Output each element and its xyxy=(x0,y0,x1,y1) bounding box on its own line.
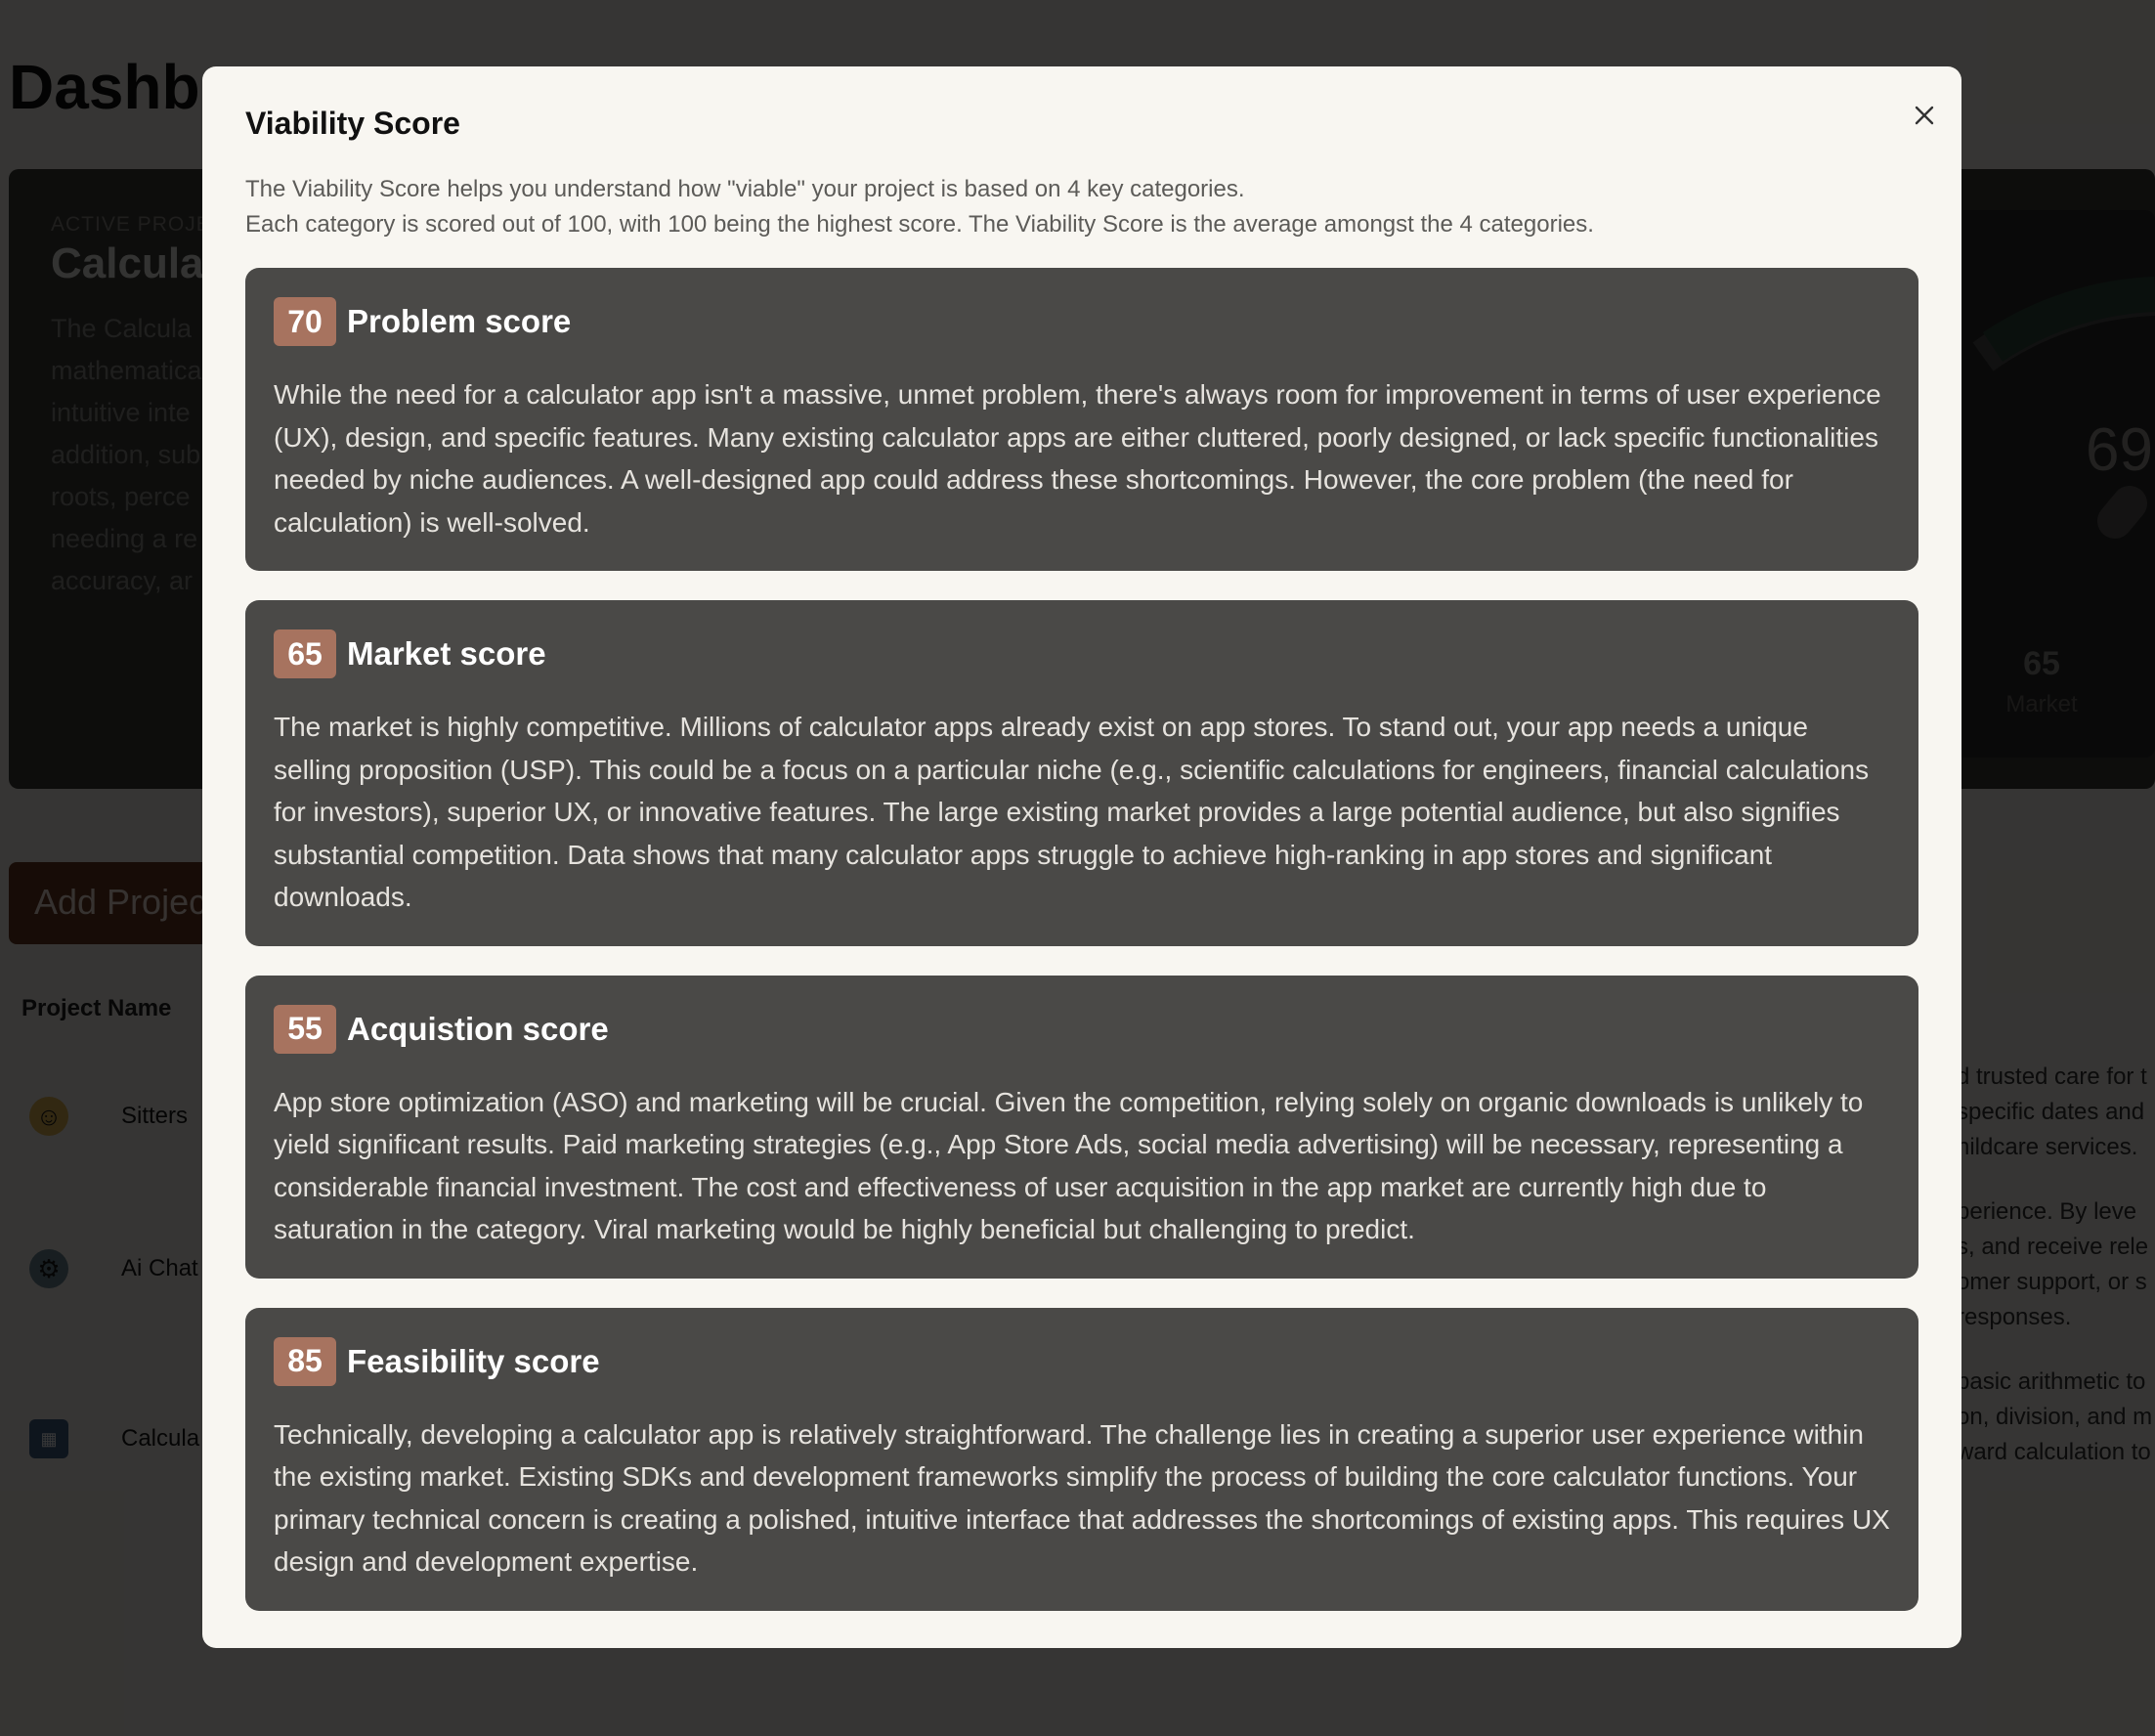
score-badge: 70 xyxy=(274,297,336,346)
problem-score-card xyxy=(245,268,1918,571)
card-title: Problem score xyxy=(347,303,572,339)
card-header xyxy=(274,1005,1891,1054)
score-card-list xyxy=(245,268,1918,1640)
score-badge: 55 xyxy=(274,1005,336,1054)
card-title: Feasibility score xyxy=(347,1342,600,1379)
card-header xyxy=(274,629,1891,678)
card-header xyxy=(274,297,1891,346)
modal-title: Viability Score xyxy=(245,106,460,141)
close-icon xyxy=(1914,105,1935,126)
score-badge: 65 xyxy=(274,629,336,678)
card-body: While the need for a calculator app isn't a massive, unmet problem, there's always room for improvement in terms of user experience (UX), design, and specific features. Many existing calculator apps are either cluttered, poorly designed, or lack specific functionalities needed by niche audiences. A well-designed app could address these shortcomings. However, the core problem (the need for calculation) is well-solved. xyxy=(274,379,1881,538)
feasibility-score-card xyxy=(245,1308,1918,1611)
market-score-card xyxy=(245,600,1918,946)
close-button[interactable] xyxy=(1901,92,1948,139)
card-body: The market is highly competitive. Millions of calculator apps already exist on app stores. To stand out, your app needs a unique selling proposition (USP). This could be a focus on a particular niche (e.g., scientific calculations for engineers, financial calculations for investors), superior UX, or innovative features. The large existing market provides a large potential audience, but also signifies substantial competition. Data shows that many calculator apps struggle to achieve high-ranking in app stores and significant downloads. xyxy=(274,712,1870,912)
acquisition-score-card xyxy=(245,976,1918,1279)
card-header xyxy=(274,1337,1891,1386)
modal-intro xyxy=(245,172,1926,242)
intro-line: Each category is scored out of 100, with 100 being the highest score. The Viability Score is the average amongst the 4 categories. xyxy=(245,211,1594,238)
card-body: Technically, developing a calculator app is relatively straightforward. The challenge lies in creating a superior user experience within the existing market. Existing SDKs and development frameworks simplify the process of building the core calculator functions. Your primary technical concern is creating a polished, intuitive interface that addresses the shortcomings of existing apps. This requires UX design and development expertise. xyxy=(274,1418,1890,1577)
card-title: Acquistion score xyxy=(347,1010,609,1047)
viability-score-modal xyxy=(202,66,1961,1648)
card-title: Market score xyxy=(347,635,546,672)
card-body: App store optimization (ASO) and marketing will be crucial. Given the competition, relying solely on organic downloads is unlikely to yield significant results. Paid marketing strategies (e.g., App Store Ads, social media advertising) will be necessary, representing a considerable financial investment. The cost and effectiveness of user acquisition in the app market are currently high due to saturation in the category. Viral marketing would be highly beneficial but challenging to predict. xyxy=(274,1086,1864,1244)
intro-line: The Viability Score helps you understand how "viable" your project is based on 4 key categories. xyxy=(245,176,1245,202)
score-badge: 85 xyxy=(274,1337,336,1386)
